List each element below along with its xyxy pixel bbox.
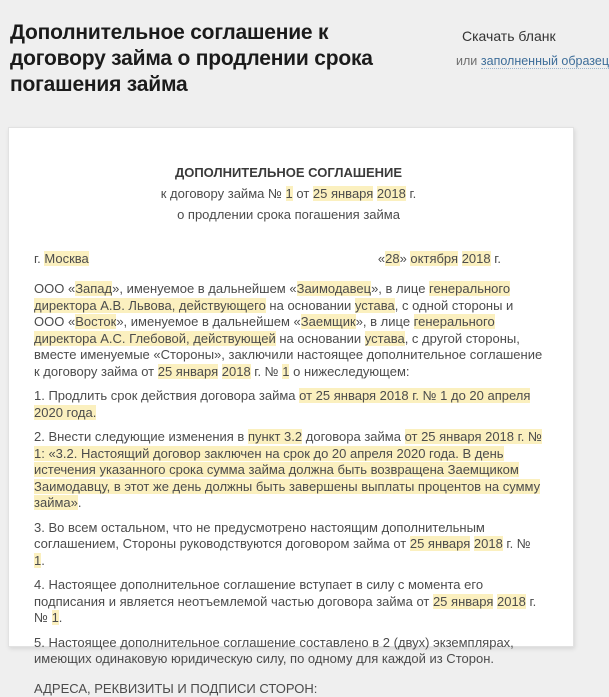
filled-value: октября [410,251,458,266]
download-blank-link[interactable]: Скачать бланк [462,28,556,44]
document-date [378,251,543,266]
text-run: г. [406,186,416,201]
text-run: 5. Настоящее дополнительное соглашение составлено в 2 (двух) экземплярах, имеющих одинаковую юридическую силу, по одному для каждой из Сторон. [34,635,514,667]
filled-value: Москва [44,251,88,266]
text-run: г. [34,251,44,266]
filled-value: 1 [34,553,41,568]
filled-value: 2018 [222,364,251,379]
place-city [34,251,89,266]
document-sheet [8,127,574,647]
paragraph [34,388,543,421]
filled-value: 2018 [474,536,503,551]
text-run: от [293,186,313,201]
text-run: », именуемое в дальнейшем « [112,281,296,296]
filled-value: Восток [75,314,116,329]
download-links [456,28,609,68]
filled-sample-link[interactable]: заполненный образец [481,54,609,69]
text-run: г. № [503,536,531,551]
text-run: к договору займа № [161,186,286,201]
page-title: Дополнительное соглашение к договору займа о продлении срока погашения займа [10,20,395,98]
document-title: ДОПОЛНИТЕЛЬНОЕ СОГЛАШЕНИЕ [34,162,543,183]
text-run: , с другой стороны, вместе именуемые «Стороны», заключили настоящее дополнительное соглашение к договору займа от [34,331,542,379]
text-run: . [78,495,82,510]
text-run: на основании [266,298,355,313]
filled-value: 28 [385,251,399,266]
text-run: договора займа [302,429,404,444]
text-run: г. № [34,594,536,626]
document-subtitle [34,183,543,204]
filled-value: Запад [75,281,112,296]
paragraph [34,281,543,380]
filled-value: пункт 3.2 [248,429,302,444]
page-header [0,0,600,108]
text-run: » [400,251,411,266]
text-run: », в лице [356,314,414,329]
text-run: г. № [251,364,283,379]
or-label: или [456,54,477,68]
text-run: 1. Продлить срок действия договора займа [34,388,299,403]
document-subtitle-2: о продлении срока погашения займа [34,204,543,225]
filled-value: 25 января [158,364,218,379]
filled-value: 25 января [313,186,373,201]
text-run: г. [491,251,501,266]
text-run: на основании [276,331,365,346]
filled-value: 1 [282,364,289,379]
paragraph [34,577,543,627]
paragraph [34,520,543,570]
filled-value: устава [365,331,405,346]
text-run: ООО « [34,281,75,296]
filled-value: Заимодавец [297,281,371,296]
place-date-row [34,251,543,266]
filled-value: 25 января [433,594,493,609]
paragraph [34,429,543,512]
filled-value: генерального директора А.С. Глебовой, действующей [34,314,495,346]
text-run: 3. Во всем остальном, что не предусмотрено настоящим дополнительным соглашением, Стороны руководствуются договором займа от [34,520,485,552]
filled-value: от 25 января 2018 г. № 1: «3.2. Настоящий договор заключен на срок до 20 апреля 2020 года. В день истечения указанного срока сумма займа должна быть возвращена Заемщиком Заимодавцу, в этот же день должны быть завершены выплаты процентов на сумму займа» [34,429,542,510]
filled-value: генерального директора А.В. Львова, действующего [34,281,510,313]
filled-value: Заемщик [301,314,356,329]
text-run: , с одной стороны и ООО « [34,298,513,330]
text-run: . [59,610,63,625]
filled-value: 2018 [377,186,406,201]
addresses-heading: АДРЕСА, РЕКВИЗИТЫ И ПОДПИСИ СТОРОН: [34,681,543,697]
text-run: », именуемое в дальнейшем « [116,314,300,329]
filled-value: 1 [52,610,59,625]
text-run: 2. Внести следующие изменения в [34,429,248,444]
filled-value: устава [355,298,395,313]
filled-value: 2018 [497,594,526,609]
filled-value: 2018 [462,251,491,266]
text-run: « [378,251,385,266]
text-run: 4. Настоящее дополнительное соглашение вступает в силу с момента его подписания и является неотъемлемой частью договора займа от [34,577,483,609]
text-run: . [41,553,45,568]
text-run: о нижеследующем: [289,364,409,379]
document-paragraphs [34,281,543,668]
text-run: », в лице [371,281,429,296]
filled-value: от 25 января 2018 г. № 1 до 20 апреля 2020 года. [34,388,530,420]
filled-value: 25 января [410,536,470,551]
paragraph [34,635,543,668]
filled-value: 1 [286,186,293,201]
